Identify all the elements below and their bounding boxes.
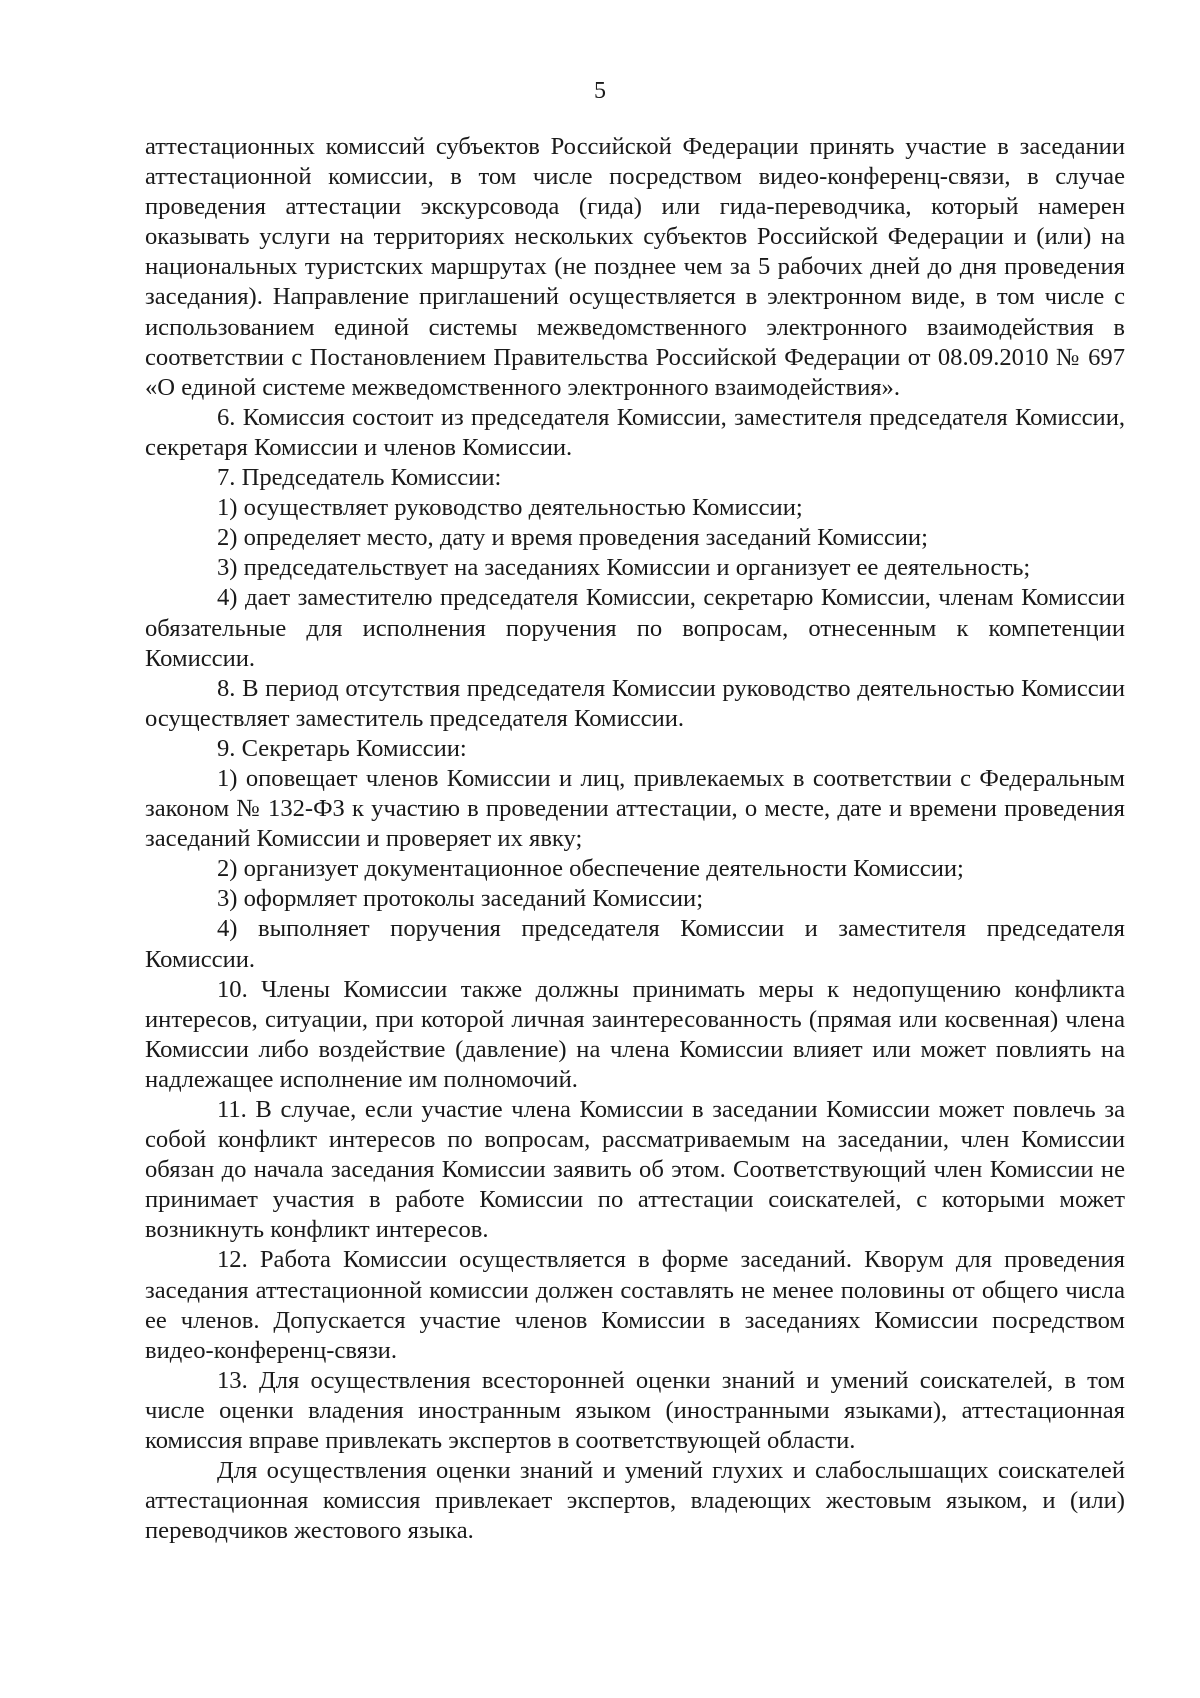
- paragraph-item-8: 8. В период отсутствия председателя Комиссии руководство деятельностью Комиссии осуществляет заместитель председателя Комиссии.: [145, 674, 1125, 732]
- paragraph-item-9-1: 1) оповещает членов Комиссии и лиц, привлекаемых в соответствии с Федеральным законом № 132-ФЗ к участию в проведении аттестации, о месте, дате и времени проведения заседаний Комиссии и проверяет их явку;: [145, 764, 1125, 853]
- document-body: [145, 132, 1125, 1546]
- paragraph-item-11: 11. В случае, если участие члена Комиссии в заседании Комиссии может повлечь за собой конфликт интересов по вопросам, рассматриваемым на заседании, член Комиссии обязан до начала заседания Комиссии заявить об этом. Соответствующий член Комиссии не принимает участия в работе Комиссии по аттестации соискателей, с которыми может возникнуть конфликт интересов.: [145, 1096, 1125, 1244]
- paragraph-item-9: 9. Секретарь Комиссии:: [217, 734, 467, 762]
- page-number: 5: [594, 78, 606, 104]
- paragraph-item-9-3: 3) оформляет протоколы заседаний Комиссии;: [217, 885, 704, 913]
- paragraph-item-13: 13. Для осуществления всесторонней оценки знаний и умений соискателей, в том числе оценки владения иностранным языком (иностранными языками), аттестационная комиссия вправе привлекать экспертов в соответствующей области.: [145, 1366, 1125, 1455]
- paragraph-item-7-2: 2) определяет место, дату и время проведения заседаний Комиссии;: [217, 524, 928, 552]
- paragraph-continuation: аттестационных комиссий субъектов Российской Федерации принять участие в заседании аттестационной комиссии, в том числе посредством видео-конференц-связи, в случае проведения аттестации экскурсовода (гида) или гида-переводчика, который намерен оказывать услуги на территориях нескольких субъектов Российской Федерации и (или) на национальных туристских маршрутах (не позднее чем за 5 рабочих дней до дня проведения заседания). Направление приглашений осуществляется в электронном виде, в том числе с использованием единой системы межведомственного электронного взаимодействия в соответствии с Постановлением Правительства Российской Федерации от 08.09.2010 № 697 «О единой системе межведомственного электронного взаимодействия».: [145, 133, 1125, 401]
- paragraph-item-7-1: 1) осуществляет руководство деятельностью Комиссии;: [217, 494, 803, 522]
- paragraph-item-9-2: 2) организует документационное обеспечение деятельности Комиссии;: [217, 855, 964, 883]
- paragraph-item-7: 7. Председатель Комиссии:: [217, 464, 502, 492]
- paragraph-item-7-4: 4) дает заместителю председателя Комиссии, секретарю Комиссии, членам Комиссии обязательные для исполнения поручения по вопросам, отнесенным к компетенции Комиссии.: [145, 584, 1125, 672]
- paragraph-item-10: 10. Члены Комиссии также должны принимать меры к недопущению конфликта интересов, ситуации, при которой личная заинтересованность (прямая или косвенная) члена Комиссии либо воздействие (давление) на члена Комиссии влияет или может повлиять на надлежащее исполнение им полномочий.: [145, 975, 1125, 1093]
- paragraph-item-13-extra: Для осуществления оценки знаний и умений глухих и слабослышащих соискателей аттестационная комиссия привлекает экспертов, владеющих жестовым языком, и (или) переводчиков жестового языка.: [145, 1457, 1125, 1545]
- paragraph-item-6: 6. Комиссия состоит из председателя Комиссии, заместителя председателя Комиссии, секретаря Комиссии и членов Комиссии.: [145, 403, 1125, 461]
- paragraph-item-9-4: 4) выполняет поручения председателя Комиссии и заместителя председателя Комиссии.: [145, 915, 1125, 973]
- paragraph-item-12: 12. Работа Комиссии осуществляется в форме заседаний. Кворум для проведения заседания аттестационной комиссии должен составлять не менее половины от общего числа ее членов. Допускается участие членов Комиссии в заседаниях Комиссии посредством видео-конференц-связи.: [145, 1246, 1125, 1364]
- paragraph-item-7-3: 3) председательствует на заседаниях Комиссии и организует ее деятельность;: [217, 554, 1031, 582]
